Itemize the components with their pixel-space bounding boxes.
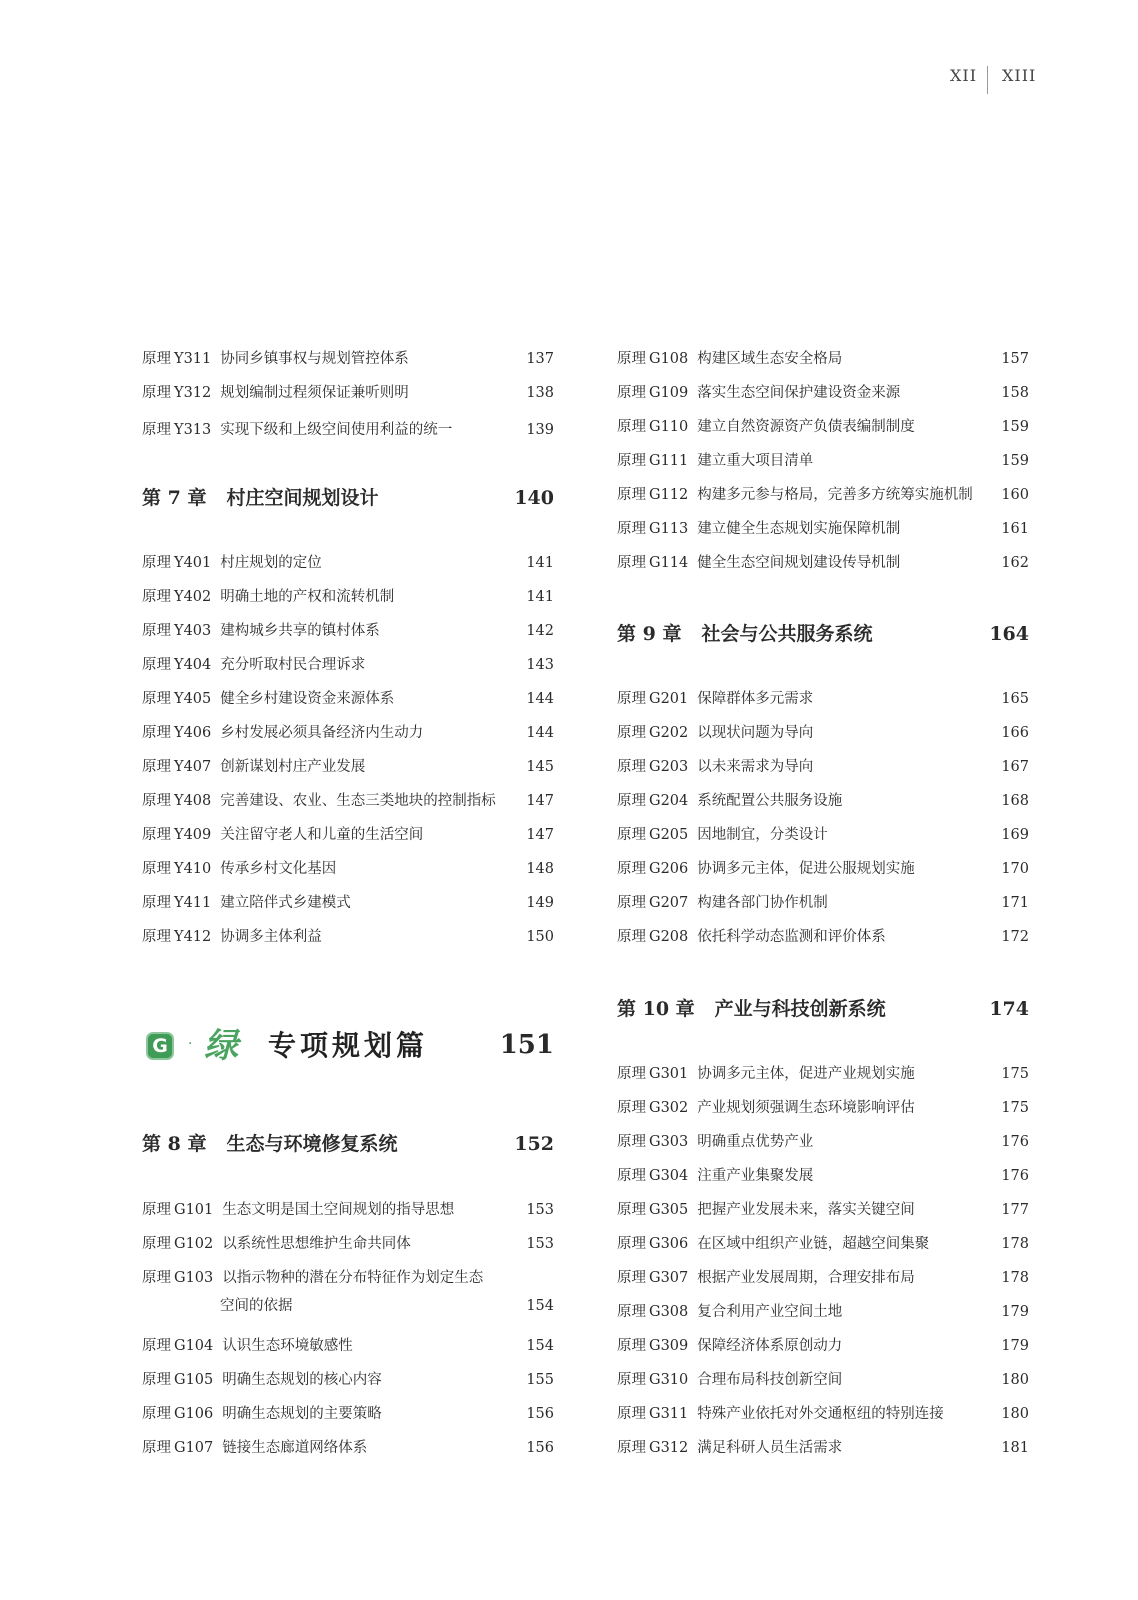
page-number-right: XIII bbox=[1002, 66, 1037, 85]
entry-code: G102 bbox=[174, 1236, 214, 1252]
part-page-number: 151 bbox=[499, 1030, 554, 1060]
entry-title: 关注留守老人和儿童的生活空间 bbox=[220, 827, 424, 843]
entry-prefix: 原理 bbox=[142, 793, 171, 809]
entry-title: 满足科研人员生活需求 bbox=[697, 1440, 843, 1456]
entry-code: Y311 bbox=[174, 351, 212, 367]
chapter-title: 生态与环境修复系统 bbox=[226, 1133, 398, 1155]
entry-code: G309 bbox=[649, 1338, 689, 1354]
entry-prefix: 原理 bbox=[617, 555, 646, 571]
entry-title: 建构城乡共享的镇村体系 bbox=[220, 623, 380, 639]
entry-page-number: 147 bbox=[526, 827, 554, 843]
entry-code: G302 bbox=[649, 1100, 689, 1116]
entry-code: Y405 bbox=[174, 691, 212, 707]
entry-title: 健全生态空间规划建设传导机制 bbox=[697, 555, 901, 571]
entry-page-number: 162 bbox=[1001, 555, 1029, 571]
page-number-divider bbox=[987, 66, 988, 94]
entry-page-number: 160 bbox=[1001, 487, 1029, 503]
entry-code: G312 bbox=[649, 1440, 689, 1456]
entry-code: G107 bbox=[174, 1440, 214, 1456]
entry-title: 构建多元参与格局，完善多方统筹实施机制 bbox=[697, 487, 973, 503]
entry-prefix: 原理 bbox=[142, 351, 171, 367]
entry-prefix: 原理 bbox=[617, 827, 646, 843]
entry-code: Y312 bbox=[174, 385, 212, 401]
entry-prefix: 原理 bbox=[617, 1066, 646, 1082]
entry-page-number: 172 bbox=[1001, 929, 1029, 945]
entry-code: Y404 bbox=[174, 657, 212, 673]
entry-page-number: 138 bbox=[526, 385, 554, 401]
entry-page-number: 137 bbox=[526, 351, 554, 367]
entry-page-number: 175 bbox=[1001, 1066, 1029, 1082]
chapter-title: 产业与科技创新系统 bbox=[714, 998, 886, 1020]
entry-page-number: 141 bbox=[526, 555, 554, 571]
part-dot: · bbox=[188, 1036, 193, 1052]
entry-prefix: 原理 bbox=[142, 1406, 171, 1422]
entry-prefix: 原理 bbox=[142, 422, 171, 438]
part-calligraphy-character: 绿 bbox=[204, 1026, 238, 1066]
entry-title: 保障群体多元需求 bbox=[697, 691, 814, 707]
entry-code: G105 bbox=[174, 1372, 214, 1388]
entry-title: 依托科学动态监测和评价体系 bbox=[697, 929, 886, 945]
entry-code: G101 bbox=[174, 1202, 214, 1218]
entry-prefix: 原理 bbox=[617, 725, 646, 741]
entry-title: 实现下级和上级空间使用利益的统一 bbox=[220, 422, 453, 438]
entry-page-number: 176 bbox=[1001, 1134, 1029, 1150]
entry-prefix: 原理 bbox=[142, 725, 171, 741]
entry-title: 协同乡镇事权与规划管控体系 bbox=[220, 351, 409, 367]
entry-page-number: 139 bbox=[526, 422, 554, 438]
entry-title: 充分听取村民合理诉求 bbox=[220, 657, 366, 673]
entry-title: 认识生态环境敏感性 bbox=[222, 1338, 353, 1354]
entry-title: 创新谋划村庄产业发展 bbox=[220, 759, 366, 775]
entry-title: 把握产业发展未来，落实关键空间 bbox=[697, 1202, 915, 1218]
entry-page-number: 177 bbox=[1001, 1202, 1029, 1218]
entry-title: 注重产业集聚发展 bbox=[697, 1168, 814, 1184]
entry-code: G110 bbox=[649, 419, 689, 435]
entry-page-number: 154 bbox=[526, 1298, 554, 1314]
entry-title-continued: 空间的依据 bbox=[220, 1298, 293, 1314]
entry-title: 村庄规划的定位 bbox=[220, 555, 322, 571]
entry-prefix: 原理 bbox=[142, 929, 171, 945]
entry-code: Y406 bbox=[174, 725, 212, 741]
entry-prefix: 原理 bbox=[142, 1338, 171, 1354]
entry-title: 合理布局科技创新空间 bbox=[697, 1372, 843, 1388]
entry-prefix: 原理 bbox=[617, 1236, 646, 1252]
entry-prefix: 原理 bbox=[617, 453, 646, 469]
entry-code: G311 bbox=[649, 1406, 689, 1422]
entry-code: Y412 bbox=[174, 929, 212, 945]
entry-code: G201 bbox=[649, 691, 689, 707]
entry-code: G112 bbox=[649, 487, 689, 503]
entry-code: G308 bbox=[649, 1304, 689, 1320]
entry-page-number: 153 bbox=[526, 1202, 554, 1218]
entry-code: G205 bbox=[649, 827, 689, 843]
entry-code: G104 bbox=[174, 1338, 214, 1354]
entry-prefix: 原理 bbox=[617, 521, 646, 537]
entry-code: G108 bbox=[649, 351, 689, 367]
entry-page-number: 144 bbox=[526, 725, 554, 741]
entry-page-number: 161 bbox=[1001, 521, 1029, 537]
entry-page-number: 159 bbox=[1001, 453, 1029, 469]
entry-title: 保障经济体系原创动力 bbox=[697, 1338, 843, 1354]
entry-code: Y408 bbox=[174, 793, 212, 809]
entry-page-number: 167 bbox=[1001, 759, 1029, 775]
entry-prefix: 原理 bbox=[617, 929, 646, 945]
entry-title: 协调多元主体，促进产业规划实施 bbox=[697, 1066, 915, 1082]
entry-page-number: 170 bbox=[1001, 861, 1029, 877]
entry-title: 协调多主体利益 bbox=[220, 929, 322, 945]
entry-code: Y409 bbox=[174, 827, 212, 843]
entry-code: G204 bbox=[649, 793, 689, 809]
entry-page-number: 158 bbox=[1001, 385, 1029, 401]
entry-code: G208 bbox=[649, 929, 689, 945]
entry-prefix: 原理 bbox=[617, 487, 646, 503]
entry-prefix: 原理 bbox=[142, 1372, 171, 1388]
entry-prefix: 原理 bbox=[617, 793, 646, 809]
entry-prefix: 原理 bbox=[142, 691, 171, 707]
entry-prefix: 原理 bbox=[617, 1134, 646, 1150]
entry-code: G103 bbox=[174, 1270, 214, 1286]
entry-page-number: 165 bbox=[1001, 691, 1029, 707]
entry-title: 规划编制过程须保证兼听则明 bbox=[220, 385, 409, 401]
entry-page-number: 179 bbox=[1001, 1338, 1029, 1354]
entry-prefix: 原理 bbox=[617, 1338, 646, 1354]
entry-code: G114 bbox=[649, 555, 689, 571]
entry-code: Y313 bbox=[174, 422, 212, 438]
entry-prefix: 原理 bbox=[142, 385, 171, 401]
entry-title: 在区域中组织产业链，超越空间集聚 bbox=[697, 1236, 930, 1252]
entry-code: G202 bbox=[649, 725, 689, 741]
entry-title: 以现状问题为导向 bbox=[697, 725, 814, 741]
entry-prefix: 原理 bbox=[617, 1304, 646, 1320]
entry-title: 以指示物种的潜在分布特征作为划定生态 bbox=[222, 1270, 484, 1286]
entry-page-number: 153 bbox=[526, 1236, 554, 1252]
entry-page-number: 166 bbox=[1001, 725, 1029, 741]
entry-prefix: 原理 bbox=[142, 1202, 171, 1218]
entry-title: 产业规划须强调生态环境影响评估 bbox=[697, 1100, 915, 1116]
entry-prefix: 原理 bbox=[617, 1168, 646, 1184]
entry-page-number: 180 bbox=[1001, 1372, 1029, 1388]
entry-code: G307 bbox=[649, 1270, 689, 1286]
entry-code: G304 bbox=[649, 1168, 689, 1184]
entry-prefix: 原理 bbox=[142, 1440, 171, 1456]
entry-code: G207 bbox=[649, 895, 689, 911]
entry-code: G301 bbox=[649, 1066, 689, 1082]
entry-title: 生态文明是国土空间规划的指导思想 bbox=[222, 1202, 455, 1218]
entry-page-number: 180 bbox=[1001, 1406, 1029, 1422]
entry-page-number: 156 bbox=[526, 1440, 554, 1456]
entry-title: 系统配置公共服务设施 bbox=[697, 793, 843, 809]
entry-page-number: 168 bbox=[1001, 793, 1029, 809]
entry-page-number: 149 bbox=[526, 895, 554, 911]
chapter-label: 第 10 章 bbox=[617, 998, 695, 1020]
chapter-title: 社会与公共服务系统 bbox=[701, 623, 873, 645]
entry-page-number: 147 bbox=[526, 793, 554, 809]
entry-title: 建立重大项目清单 bbox=[697, 453, 814, 469]
entry-prefix: 原理 bbox=[142, 759, 171, 775]
entry-prefix: 原理 bbox=[142, 861, 171, 877]
entry-page-number: 169 bbox=[1001, 827, 1029, 843]
entry-code: G106 bbox=[174, 1406, 214, 1422]
chapter-page-number: 164 bbox=[989, 623, 1029, 645]
entry-prefix: 原理 bbox=[617, 1270, 646, 1286]
entry-prefix: 原理 bbox=[142, 623, 171, 639]
entry-page-number: 154 bbox=[526, 1338, 554, 1354]
entry-prefix: 原理 bbox=[617, 1406, 646, 1422]
entry-prefix: 原理 bbox=[617, 419, 646, 435]
entry-code: G305 bbox=[649, 1202, 689, 1218]
entry-code: G203 bbox=[649, 759, 689, 775]
part-badge-icon: G bbox=[146, 1032, 174, 1060]
entry-page-number: 178 bbox=[1001, 1236, 1029, 1252]
entry-prefix: 原理 bbox=[617, 861, 646, 877]
entry-prefix: 原理 bbox=[617, 385, 646, 401]
entry-page-number: 178 bbox=[1001, 1270, 1029, 1286]
entry-code: G111 bbox=[649, 453, 689, 469]
chapter-page-number: 174 bbox=[989, 998, 1029, 1020]
entry-page-number: 171 bbox=[1001, 895, 1029, 911]
entry-code: Y403 bbox=[174, 623, 212, 639]
entry-title: 以系统性思想维护生命共同体 bbox=[222, 1236, 411, 1252]
entry-page-number: 155 bbox=[526, 1372, 554, 1388]
entry-code: Y401 bbox=[174, 555, 212, 571]
entry-prefix: 原理 bbox=[617, 759, 646, 775]
part-title: 专项规划篇 bbox=[268, 1029, 429, 1062]
entry-prefix: 原理 bbox=[142, 827, 171, 843]
chapter-title: 村庄空间规划设计 bbox=[226, 487, 379, 509]
entry-title: 复合利用产业空间土地 bbox=[697, 1304, 843, 1320]
entry-prefix: 原理 bbox=[617, 1202, 646, 1218]
entry-prefix: 原理 bbox=[142, 1270, 171, 1286]
entry-page-number: 181 bbox=[1001, 1440, 1029, 1456]
entry-prefix: 原理 bbox=[617, 691, 646, 707]
entry-page-number: 176 bbox=[1001, 1168, 1029, 1184]
entry-title: 协调多元主体，促进公服规划实施 bbox=[697, 861, 915, 877]
entry-prefix: 原理 bbox=[617, 1372, 646, 1388]
entry-title: 建立陪伴式乡建模式 bbox=[220, 895, 351, 911]
entry-code: G306 bbox=[649, 1236, 689, 1252]
entry-page-number: 157 bbox=[1001, 351, 1029, 367]
entry-page-number: 144 bbox=[526, 691, 554, 707]
entry-title: 建立自然资源资产负债表编制制度 bbox=[697, 419, 915, 435]
entry-title: 明确生态规划的主要策略 bbox=[222, 1406, 382, 1422]
entry-prefix: 原理 bbox=[142, 895, 171, 911]
entry-code: G109 bbox=[649, 385, 689, 401]
entry-page-number: 148 bbox=[526, 861, 554, 877]
entry-title: 建立健全生态规划实施保障机制 bbox=[697, 521, 901, 537]
page-number-left: XII bbox=[950, 66, 978, 85]
entry-code: Y402 bbox=[174, 589, 212, 605]
entry-code: G303 bbox=[649, 1134, 689, 1150]
entry-prefix: 原理 bbox=[142, 1236, 171, 1252]
chapter-label: 第 9 章 bbox=[617, 623, 682, 645]
entry-title: 传承乡村文化基因 bbox=[220, 861, 337, 877]
entry-title: 以未来需求为导向 bbox=[697, 759, 814, 775]
entry-title: 链接生态廊道网络体系 bbox=[222, 1440, 368, 1456]
entry-title: 构建各部门协作机制 bbox=[697, 895, 828, 911]
entry-code: Y411 bbox=[174, 895, 212, 911]
entry-page-number: 150 bbox=[526, 929, 554, 945]
entry-page-number: 179 bbox=[1001, 1304, 1029, 1320]
entry-page-number: 143 bbox=[526, 657, 554, 673]
entry-prefix: 原理 bbox=[617, 1100, 646, 1116]
entry-page-number: 145 bbox=[526, 759, 554, 775]
entry-title: 健全乡村建设资金来源体系 bbox=[220, 691, 395, 707]
entry-code: Y407 bbox=[174, 759, 212, 775]
entry-title: 根据产业发展周期，合理安排布局 bbox=[697, 1270, 915, 1286]
entry-page-number: 156 bbox=[526, 1406, 554, 1422]
entry-code: G310 bbox=[649, 1372, 689, 1388]
entry-code: G113 bbox=[649, 521, 689, 537]
entry-page-number: 175 bbox=[1001, 1100, 1029, 1116]
chapter-label: 第 8 章 bbox=[142, 1133, 207, 1155]
chapter-page-number: 152 bbox=[514, 1133, 554, 1155]
entry-code: G206 bbox=[649, 861, 689, 877]
entry-prefix: 原理 bbox=[617, 351, 646, 367]
entry-title: 明确生态规划的核心内容 bbox=[222, 1372, 382, 1388]
entry-page-number: 142 bbox=[526, 623, 554, 639]
entry-title: 乡村发展必须具备经济内生动力 bbox=[220, 725, 424, 741]
chapter-label: 第 7 章 bbox=[142, 487, 207, 509]
entry-title: 明确重点优势产业 bbox=[697, 1134, 814, 1150]
entry-prefix: 原理 bbox=[142, 657, 171, 673]
entry-title: 因地制宜，分类设计 bbox=[697, 827, 828, 843]
entry-title: 明确土地的产权和流转机制 bbox=[220, 589, 395, 605]
entry-title: 完善建设、农业、生态三类地块的控制指标 bbox=[220, 793, 496, 809]
entry-title: 落实生态空间保护建设资金来源 bbox=[697, 385, 901, 401]
entry-prefix: 原理 bbox=[617, 895, 646, 911]
entry-title: 构建区域生态安全格局 bbox=[697, 351, 843, 367]
chapter-page-number: 140 bbox=[514, 487, 554, 509]
entry-prefix: 原理 bbox=[617, 1440, 646, 1456]
part-heading[interactable] bbox=[142, 1026, 554, 1070]
entry-title: 特殊产业依托对外交通枢纽的特别连接 bbox=[697, 1406, 944, 1422]
entry-prefix: 原理 bbox=[142, 555, 171, 571]
entry-prefix: 原理 bbox=[142, 589, 171, 605]
entry-code: Y410 bbox=[174, 861, 212, 877]
entry-page-number: 159 bbox=[1001, 419, 1029, 435]
entry-page-number: 141 bbox=[526, 589, 554, 605]
